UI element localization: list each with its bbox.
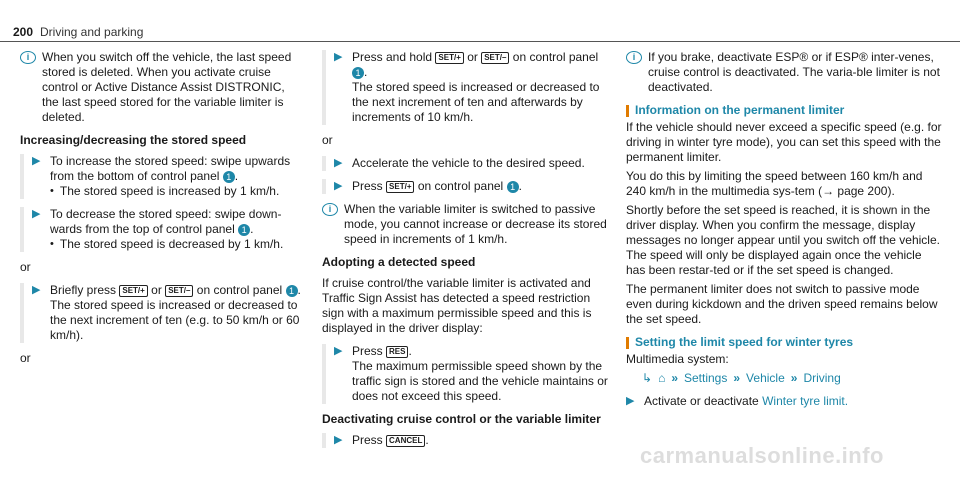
info-icon: i [626,51,642,64]
note [322,202,608,247]
subheading: Increasing/decreasing the stored speed [20,133,247,147]
or-text: or [322,133,333,147]
step: ▶ Press and hold SET/+ or SET/– on control panel 1 . The stored speed is increased or decreased to the next increment of ten and afterwards by increments of 10 km/h. [322,50,608,125]
page-number: 200 [13,25,34,39]
step-arrow-icon: ▶ [334,157,343,169]
step-arrow-icon: ▶ [334,434,343,446]
section-heading: Setting the limit speed for winter tyres [626,335,944,350]
page-header [0,0,960,40]
step: ▶ Press RES . The maximum permissible speed shown by the traffic sign is stored and the vehicle maintains or does not exceed this speed. [322,344,608,404]
path-chevron-icon: » [671,371,678,385]
note-text: If you brake, deactivate ESP® or if ESP® inter-venes, cruise control is deactivated. The varia-ble limiter is not deactivated. [648,50,940,94]
step-text: The stored speed is increased or decreased to the next increment of ten and afterwards by increments of 10 km/h. [352,80,600,124]
note [626,50,944,95]
step-arrow-icon: ▶ [334,51,343,63]
step-arrow-icon: ▶ [334,345,343,357]
paragraph: Multimedia system: [626,352,729,366]
or-text: or [20,260,31,274]
res-key-icon: RES [386,346,408,358]
step: ▶ To increase the stored speed: swipe upwards from the bottom of control panel 1 . • The stored speed is increased by 1 km/h. [20,154,302,199]
bullet-item: • The stored speed is decreased by 1 km/h. [50,237,302,252]
column-1 [20,50,302,374]
step-text: To increase the stored speed: swipe upwards from the bottom of control panel [50,154,291,183]
step: ▶ Press SET/+ on control panel 1 . [322,179,608,194]
step: ▶ Press CANCEL . [322,433,608,448]
callout-1-icon: 1 [223,171,235,183]
callout-1-icon: 1 [238,224,250,236]
header-rule [0,41,960,42]
step-arrow-icon: ▶ [334,180,343,192]
paragraph: If the vehicle should never exceed a specific speed (e.g. for driving in winter tyre mode), you can set this speed with the permanent limiter. [626,120,942,164]
step: ▶ Activate or deactivate Winter tyre limit. [626,394,849,408]
set-plus-key-icon: SET/+ [119,285,147,297]
menu-item-link: Winter tyre limit. [762,394,849,408]
step-text: Accelerate the vehicle to the desired speed. [352,156,585,170]
menu-path [642,371,944,386]
paragraph: The permanent limiter does not switch to passive mode even during kickdown and the driven speed remains below the set speed. [626,282,938,326]
callout-1-icon: 1 [352,67,364,79]
watermark: carmanualsonline.info [640,443,884,468]
subheading: Deactivating cruise control or the variable limiter [322,412,601,426]
or-text: or [20,351,31,365]
info-icon: i [20,51,36,64]
step-text: The stored speed is increased or decreased to the next increment of ten (e.g. to 50 km/h or 60 km/h). [50,298,300,342]
step-arrow-icon: ▶ [32,208,41,220]
paragraph: If cruise control/the variable limiter is activated and Traffic Sign Assist has detected a speed restriction sign with a maximum permissible speed and this is displayed in the driver display: [322,276,592,335]
path-item: Vehicle [746,371,785,385]
step-arrow-icon: ▶ [32,284,41,296]
step: ▶ Briefly press SET/+ or SET/– on control panel 1 . The stored speed is increased or decreased to the next increment of ten (e.g. to 50 km/h or 60 km/h). [20,283,302,343]
cancel-key-icon: CANCEL [386,435,425,447]
paragraph: You do this by limiting the speed between 160 km/h and 240 km/h in the multimedia sys-tem (→ page 200). [626,169,923,198]
note [20,50,302,125]
section-title: Driving and parking [40,25,144,39]
note-text: When you switch off the vehicle, the last speed stored is deleted. When you activate cruise control or Active Distance Assist DISTRONIC, the last speed stored for the variable limiter is deleted. [42,50,292,124]
set-minus-key-icon: SET/– [165,285,193,297]
step [322,156,608,171]
step: ▶ To decrease the stored speed: swipe down-wards from the top of control panel 1 . • The stored speed is decreased by 1 km/h. [20,207,302,252]
set-minus-key-icon: SET/– [481,52,509,64]
path-item: Settings [684,371,728,385]
step-text: To decrease the stored speed: swipe down-wards from the top of control panel [50,207,282,236]
step-arrow-icon: ▶ [626,395,635,407]
path-chevron-icon: » [733,371,741,385]
home-icon: ⌂ [658,371,666,385]
note-text: When the variable limiter is switched to passive mode, you cannot increase or decrease its stored speed in increments of 1 km/h. [344,202,607,246]
path-chevron-icon: » [790,371,798,385]
bullet-item: • The stored speed is increased by 1 km/h. [50,184,302,199]
menu-path-arrow-icon: ↳ [642,371,653,385]
column-3 [626,50,944,417]
set-plus-key-icon: SET/+ [386,181,414,193]
info-icon: i [322,203,338,216]
paragraph: Shortly before the set speed is reached, it is shown in the driver display. When you confirm the message, display messages no longer appear until you switch off the vehicle. The speed will only be displayed again once the vehicle has been restar-ted or if the set speed is changed. [626,203,940,277]
subheading: Adopting a detected speed [322,255,476,269]
step-arrow-icon: ▶ [32,155,41,167]
callout-1-icon: 1 [286,285,298,297]
callout-1-icon: 1 [507,181,519,193]
column-2 [322,50,608,456]
set-plus-key-icon: SET/+ [435,52,463,64]
path-item: Driving [803,371,841,385]
section-heading: Information on the permanent limiter [626,103,944,118]
step-text: The maximum permissible speed shown by the traffic sign is stored and the vehicle maintains or does not exceed this speed. [352,359,608,403]
